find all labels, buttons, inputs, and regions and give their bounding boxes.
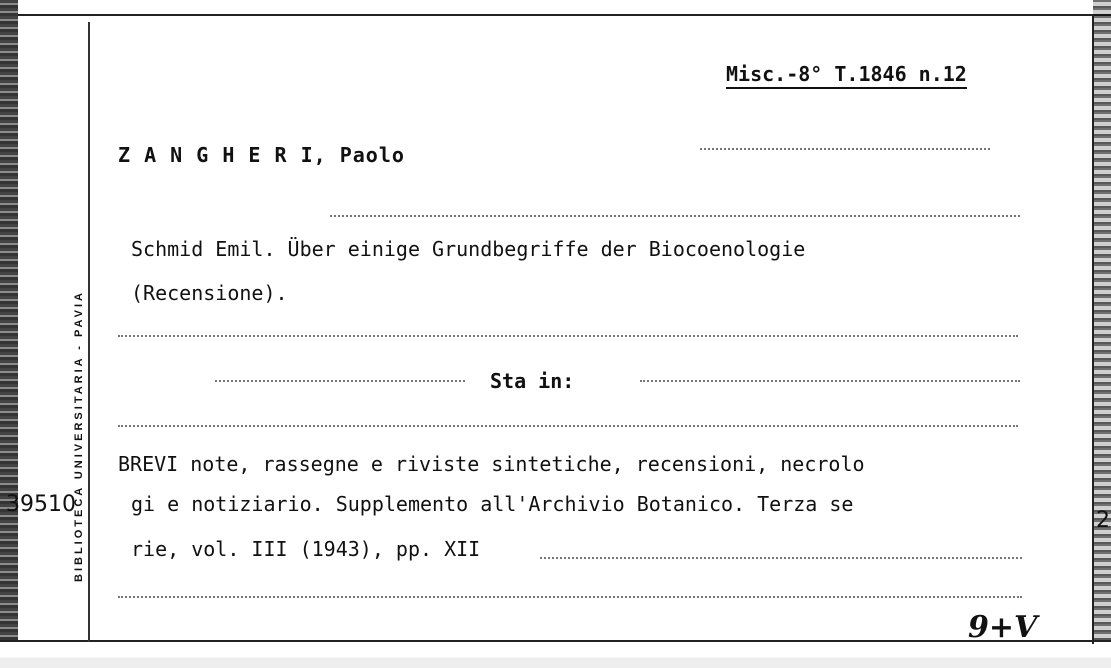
card-bottom-edge	[0, 640, 1111, 668]
source-line-3: rie, vol. III (1943), pp. XII	[131, 537, 481, 561]
dotted-rule	[330, 215, 1020, 217]
right-margin-rule	[1092, 14, 1094, 644]
dotted-rule	[215, 380, 465, 382]
dotted-rule	[640, 380, 1020, 382]
dotted-rule	[118, 335, 1018, 337]
dotted-rule	[540, 557, 1022, 559]
card-top-edge	[18, 0, 1111, 16]
dotted-rule	[118, 425, 1018, 427]
inventory-number: 39510	[6, 492, 76, 517]
source-line-1: BREVI note, rassegne e riviste sintetiche, recensioni, necrolo	[118, 452, 865, 476]
author-heading: Z A N G H E R I, Paolo	[118, 143, 405, 167]
title-line-1: Schmid Emil. Über einige Grundbegriffe der Biocoenologie	[131, 237, 806, 261]
card-left-edge	[0, 0, 18, 668]
dotted-rule	[118, 596, 1022, 598]
library-stamp: BIBLIOTECA UNIVERSITARIA - PAVIA	[73, 290, 85, 582]
shelfmark: Misc.-8° T.1846 n.12	[726, 62, 967, 89]
handwritten-note: 9+V	[968, 610, 1038, 645]
right-edge-mark: 2	[1096, 508, 1110, 533]
title-line-2: (Recensione).	[131, 281, 288, 305]
sta-in-label: Sta in:	[490, 369, 575, 393]
left-margin-rule	[88, 22, 90, 642]
dotted-rule	[700, 148, 990, 150]
card-right-edge	[1093, 0, 1111, 668]
source-line-2: gi e notiziario. Supplemento all'Archivio Botanico. Terza se	[131, 492, 854, 516]
